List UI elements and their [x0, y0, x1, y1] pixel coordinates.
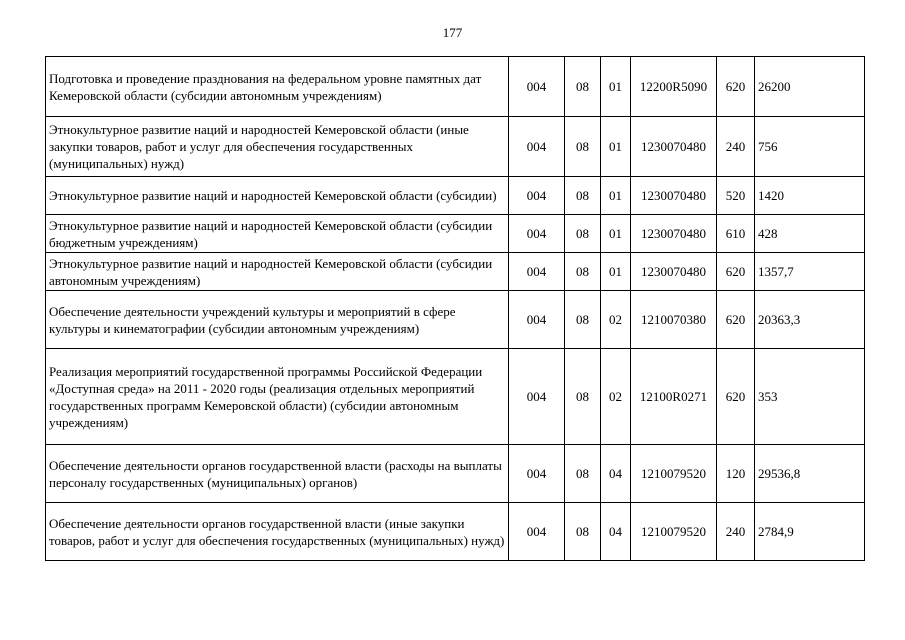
subsection-code: 02: [601, 291, 631, 349]
section-code: 08: [565, 291, 601, 349]
target-article-code: 1230070480: [631, 215, 717, 253]
subsection-code: 01: [601, 177, 631, 215]
table-row: [46, 117, 865, 177]
ministry-code: 004: [509, 503, 565, 561]
ministry-code: 004: [509, 445, 565, 503]
target-article-code: 1210079520: [631, 445, 717, 503]
amount: 20363,3: [755, 291, 865, 349]
target-article-code: 1230070480: [631, 117, 717, 177]
expense-name: Обеспечение деятельности учреждений культуры и мероприятий в сфере культуры и кинематографии (субсидии автономным учреждениям): [46, 291, 509, 349]
section-code: 08: [565, 57, 601, 117]
amount: 1420: [755, 177, 865, 215]
target-article-code: 1230070480: [631, 253, 717, 291]
target-article-code: 12200R5090: [631, 57, 717, 117]
expense-name: Обеспечение деятельности органов государственной власти (расходы на выплаты персоналу государственных (муниципальных) органов): [46, 445, 509, 503]
table-row: [46, 253, 865, 291]
section-code: 08: [565, 177, 601, 215]
expense-name: Реализация мероприятий государственной программы Российской Федерации «Доступная среда» на 2011 - 2020 годы (реализация отдельных мероприятий государственных программ Кемеровской области) (субсидии автономным учреждениям): [46, 349, 509, 445]
amount: 756: [755, 117, 865, 177]
expense-name: Этнокультурное развитие наций и народностей Кемеровской области (субсидии): [46, 177, 509, 215]
expense-type-code: 620: [717, 57, 755, 117]
amount: 2784,9: [755, 503, 865, 561]
table-row: [46, 57, 865, 117]
amount: 29536,8: [755, 445, 865, 503]
subsection-code: 02: [601, 349, 631, 445]
subsection-code: 01: [601, 215, 631, 253]
amount: 1357,7: [755, 253, 865, 291]
section-code: 08: [565, 445, 601, 503]
amount: 353: [755, 349, 865, 445]
table-row: [46, 503, 865, 561]
budget-table: [45, 56, 865, 561]
expense-name: Этнокультурное развитие наций и народностей Кемеровской области (иные закупки товаров, работ и услуг для обеспечения государственных (муниципальных) нужд): [46, 117, 509, 177]
expense-name: Подготовка и проведение празднования на федеральном уровне памятных дат Кемеровской области (субсидии автономным учреждениям): [46, 57, 509, 117]
expense-type-code: 620: [717, 253, 755, 291]
target-article-code: 1230070480: [631, 177, 717, 215]
ministry-code: 004: [509, 117, 565, 177]
amount: 26200: [755, 57, 865, 117]
expense-type-code: 620: [717, 349, 755, 445]
target-article-code: 1210079520: [631, 503, 717, 561]
expense-type-code: 120: [717, 445, 755, 503]
expense-type-code: 240: [717, 117, 755, 177]
section-code: 08: [565, 215, 601, 253]
ministry-code: 004: [509, 253, 565, 291]
expense-name: Обеспечение деятельности органов государственной власти (иные закупки товаров, работ и услуг для обеспечения государственных (муниципальных) нужд): [46, 503, 509, 561]
table-row: [46, 445, 865, 503]
expense-type-code: 610: [717, 215, 755, 253]
table-row: [46, 215, 865, 253]
expense-type-code: 620: [717, 291, 755, 349]
page-number: 177: [442, 25, 463, 40]
subsection-code: 01: [601, 253, 631, 291]
target-article-code: 1210070380: [631, 291, 717, 349]
section-code: 08: [565, 253, 601, 291]
target-article-code: 12100R0271: [631, 349, 717, 445]
expense-type-code: 520: [717, 177, 755, 215]
subsection-code: 04: [601, 445, 631, 503]
section-code: 08: [565, 349, 601, 445]
expense-name: Этнокультурное развитие наций и народностей Кемеровской области (субсидии автономным учреждениям): [46, 253, 509, 291]
ministry-code: 004: [509, 349, 565, 445]
table-row: [46, 349, 865, 445]
amount: 428: [755, 215, 865, 253]
expense-name: Этнокультурное развитие наций и народностей Кемеровской области (субсидии бюджетным учреждениям): [46, 215, 509, 253]
subsection-code: 01: [601, 117, 631, 177]
expense-type-code: 240: [717, 503, 755, 561]
ministry-code: 004: [509, 177, 565, 215]
section-code: 08: [565, 503, 601, 561]
subsection-code: 04: [601, 503, 631, 561]
section-code: 08: [565, 117, 601, 177]
table-row: [46, 177, 865, 215]
ministry-code: 004: [509, 215, 565, 253]
ministry-code: 004: [509, 57, 565, 117]
subsection-code: 01: [601, 57, 631, 117]
ministry-code: 004: [509, 291, 565, 349]
table-row: [46, 291, 865, 349]
